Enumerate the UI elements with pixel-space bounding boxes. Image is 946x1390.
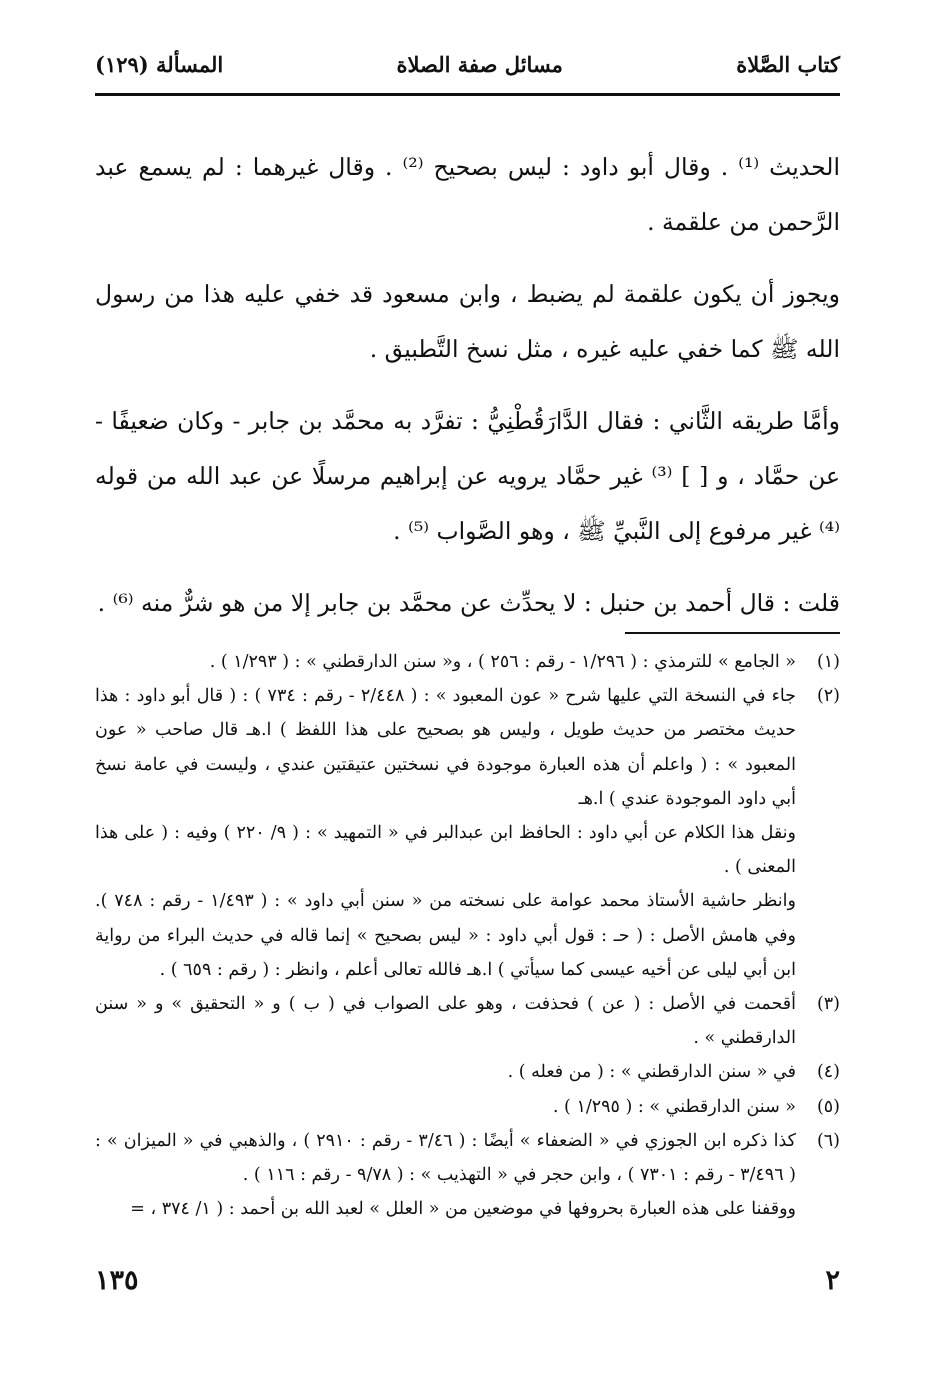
paragraph-2: ويجوز أن يكون علقمة لم يضبط ، وابن مسعود قد خفي عليه هذا من رسول الله ﷺ كما خفي عليه غيره ، مثل نسخ التَّطبيق . (95, 280, 840, 363)
footnote-2-continuation: ونقل هذا الكلام عن أبي داود : الحافظ ابن عبدالبر في « التمهيد » : ( ٩/ ٢٢٠ ) وفيه : ( على هذا المعنى ) . (95, 823, 796, 878)
footnote-2-continuation: وانظر حاشية الأستاذ محمد عوامة على نسخته من « سنن أبي داود » : ( ١/٤٩٣ - رقم : ٧٤٨ ). وفي هامش الأصل : ( حـ : قول أبي داود : « ليس بصحيح » إنما قاله في حديث البراء من رواية ابن أبي ليلى عن أخيه عيسى كما سيأتي ) ا.هـ فالله تعالى أعلم ، وانظر : ( رقم : ٦٥٩ ) . (95, 891, 796, 980)
paragraph-3: وأمَّا طريقه الثَّاني : فقال الدَّارَقُطْنِيُّ : تفرَّد به محمَّد بن جابر - وكان ضعيفًا - عن حمَّاد ، و [ ] ⁽³⁾ غير حمَّاد يرويه عن إبراهيم مرسلًا عن عبد الله من قوله ⁽⁴⁾ غير مرفوع إلى النَّبيِّ ﷺ ، وهو الصَّواب ⁽⁵⁾ . (95, 407, 840, 545)
footnote-number: (٥) (816, 1096, 840, 1117)
footnote-1 (95, 645, 840, 679)
footnote-number: (١) (816, 652, 840, 672)
footnote-text: أقحمت في الأصل : ( عن ) فحذفت ، وهو على الصواب في ( ب ) و « التحقيق » و « سنن الدارقطني » . (95, 994, 796, 1049)
footnote-3 (95, 987, 840, 1055)
footnote-text: جاء في النسخة التي عليها شرح « عون المعبود » : ( ٢/٤٤٨ - رقم : ٧٣٤ ) : ( قال أبو داود : هذا حديث مختصر من حديث طويل ، وليس هو بصحيح على هذا اللفظ ) ا.هـ قال صاحب « عون المعبود » : ( واعلم أن هذه العبارة موجودة في نسختين عتيقتين عندي ، وليست في عامة نسخ أبي داود الموجودة عندي ) ا.هـ (95, 686, 797, 809)
page-number: ١٣٥ (95, 1265, 139, 1296)
footnote-6-continuation: ووقفنا على هذه العبارة بحروفها في موضعين من « العلل » لعبد الله بن أحمد : ( ١/ ٣٧٤ ، = (130, 1199, 796, 1220)
header-divider (95, 93, 840, 96)
footnote-number: (٢) (816, 686, 840, 707)
footnote-2 (95, 679, 840, 816)
footnote-number: (٦) (816, 1130, 840, 1151)
footnote-text: كذا ذكره ابن الجوزي في « الضعفاء » أيضًا : ( ٣/٤٦ - رقم : ٢٩١٠ ) ، والذهبي في « الميزان » : ( ٣/٤٩٦ - رقم : ٧٣٠١ ) ، وابن حجر في « التهذيب » : ( ٩/٧٨ - رقم : ١١٦ ) . (95, 1130, 796, 1186)
main-text (95, 140, 840, 631)
footnote-text: « سنن الدارقطني » : ( ١/٢٩٥ ) . (552, 1096, 796, 1117)
header-book-title: كتاب الصَّلاة (736, 51, 840, 77)
page-footer (95, 1265, 840, 1296)
running-header (95, 44, 840, 84)
footnote-5 (95, 1090, 840, 1124)
header-chapter-title: مسائل صفة الصلاة (396, 51, 563, 77)
footnotes (95, 645, 840, 1226)
paragraph-1: الحديث ⁽¹⁾ . وقال أبو داود : ليس بصحيح ⁽²⁾ . وقال غيرهما : لم يسمع عبد الرَّحمن من علقمة . (95, 153, 840, 236)
header-issue-number: المسألة (١٢٩) (95, 51, 224, 77)
paragraph-4: قلت : قال أحمد بن حنبل : لا يحدِّث عن محمَّد بن جابر إلا من هو شرٌّ منه ⁽⁶⁾ . (97, 589, 840, 617)
volume-number: ٢ (825, 1265, 840, 1296)
footnote-number: (٤) (816, 1062, 840, 1083)
footnote-6 (95, 1124, 840, 1192)
footnote-text: « الجامع » للترمذي : ( ١/٢٩٦ - رقم : ٢٥٦ ) ، و« سنن الدارقطني » : ( ١/٢٩٣ ) . (209, 652, 796, 672)
footnote-number: (٣) (816, 994, 840, 1015)
footnote-4 (95, 1055, 840, 1089)
footnote-text: في « سنن الدارقطني » : ( من فعله ) . (507, 1062, 796, 1083)
footnote-divider (625, 632, 840, 634)
